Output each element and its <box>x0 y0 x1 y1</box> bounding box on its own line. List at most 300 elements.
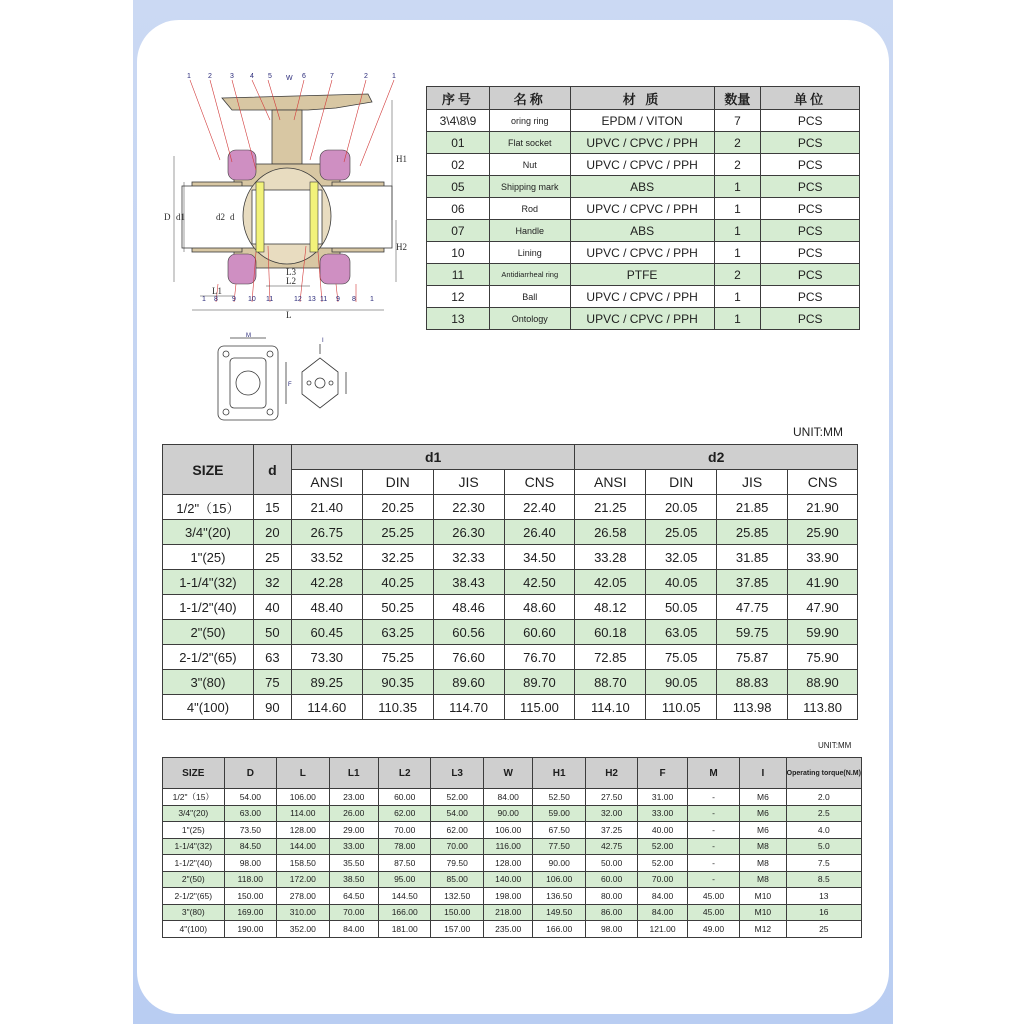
size-cell: 3/4"(20) <box>163 805 225 822</box>
size-cell: 1-1/4"(32) <box>163 838 225 855</box>
value-cell: 70.00 <box>329 904 378 921</box>
value-cell: 85.00 <box>431 871 483 888</box>
value-cell: 76.70 <box>504 645 575 670</box>
value-cell: 48.40 <box>291 595 362 620</box>
value-cell: 84.50 <box>224 838 276 855</box>
value-cell: 47.90 <box>788 595 858 620</box>
table-row <box>163 904 862 921</box>
value-cell: 60.00 <box>585 871 637 888</box>
value-cell: 38.50 <box>329 871 378 888</box>
dim-label-H1: H1 <box>396 154 407 164</box>
size-cell: 1-1/2"(40) <box>163 595 254 620</box>
value-cell: M10 <box>740 904 786 921</box>
dims-header-cell: L1 <box>329 758 378 789</box>
value-cell: 169.00 <box>224 904 276 921</box>
page-background-left <box>0 0 133 1024</box>
part-qty: 2 <box>714 264 761 286</box>
value-cell: 60.56 <box>433 620 504 645</box>
value-cell: 37.25 <box>585 822 637 839</box>
value-cell: 50.25 <box>362 595 433 620</box>
value-cell: 35.50 <box>329 855 378 872</box>
part-no: 05 <box>427 176 490 198</box>
value-cell: 79.50 <box>431 855 483 872</box>
part-unit: PCS <box>761 110 860 132</box>
value-cell: 50.05 <box>646 595 717 620</box>
size-cell: 1"(25) <box>163 545 254 570</box>
callout-top-8: 2 <box>364 73 368 80</box>
part-no: 02 <box>427 154 490 176</box>
part-material: UPVC / CPVC / PPH <box>570 242 714 264</box>
table-row <box>163 570 858 595</box>
value-cell: 352.00 <box>277 921 329 938</box>
value-cell: 52.00 <box>431 789 483 806</box>
value-cell: 45.00 <box>687 888 739 905</box>
value-cell: - <box>687 871 739 888</box>
value-cell: 84.00 <box>638 888 688 905</box>
part-no: 10 <box>427 242 490 264</box>
value-cell: 2.5 <box>786 805 861 822</box>
size-cell: 3"(80) <box>163 904 225 921</box>
flange-label-M: M <box>246 333 251 339</box>
part-unit: PCS <box>761 308 860 330</box>
table-row <box>163 805 862 822</box>
value-cell: 21.85 <box>717 495 788 520</box>
part-material: ABS <box>570 176 714 198</box>
value-cell: 40.25 <box>362 570 433 595</box>
value-cell: 235.00 <box>483 921 533 938</box>
part-material: UPVC / CPVC / PPH <box>570 132 714 154</box>
dim-label-L2: L2 <box>286 276 296 286</box>
value-cell: 172.00 <box>277 871 329 888</box>
parts-header-name: 名称 <box>489 87 570 110</box>
value-cell: 25.85 <box>717 520 788 545</box>
value-cell: 116.00 <box>483 838 533 855</box>
dims-header-cell: SIZE <box>163 758 225 789</box>
dim-label-L1: L1 <box>212 286 222 296</box>
part-unit: PCS <box>761 286 860 308</box>
value-cell: 95.00 <box>378 871 430 888</box>
value-cell: 29.00 <box>329 822 378 839</box>
value-cell: 190.00 <box>224 921 276 938</box>
table-row <box>163 871 862 888</box>
value-cell: 52.00 <box>638 855 688 872</box>
dims-header-cell: Operating torque(N.M) <box>786 758 861 789</box>
value-cell: 88.83 <box>717 670 788 695</box>
value-cell: M6 <box>740 822 786 839</box>
value-cell: 42.75 <box>585 838 637 855</box>
value-cell: 31.85 <box>717 545 788 570</box>
part-name: Shipping mark <box>489 176 570 198</box>
value-cell: 218.00 <box>483 904 533 921</box>
part-name: Antidiarrheal ring <box>489 264 570 286</box>
value-cell: 113.98 <box>717 695 788 720</box>
callout-bottom-l4: 10 <box>248 296 256 303</box>
dims-header-cell: D <box>224 758 276 789</box>
value-cell: 47.75 <box>717 595 788 620</box>
table-row <box>163 595 858 620</box>
d-table-header-d: d <box>253 445 291 495</box>
value-cell: 113.80 <box>788 695 858 720</box>
part-no: 06 <box>427 198 490 220</box>
flange-views-diagram <box>210 332 360 427</box>
flange-label-F: F <box>288 382 292 388</box>
part-qty: 1 <box>714 198 761 220</box>
value-cell: 21.25 <box>575 495 646 520</box>
dims-header-cell: L <box>277 758 329 789</box>
value-cell: 80.00 <box>585 888 637 905</box>
value-cell: 75.87 <box>717 645 788 670</box>
table-row <box>163 789 862 806</box>
value-cell: 121.00 <box>638 921 688 938</box>
value-cell: 72.85 <box>575 645 646 670</box>
parts-header-no: 序号 <box>427 87 490 110</box>
size-cell: 3"(80) <box>163 670 254 695</box>
dims-header-cell: W <box>483 758 533 789</box>
dim-label-d: d <box>230 212 235 222</box>
value-cell: 114.60 <box>291 695 362 720</box>
d-table-subheader: CNS <box>788 470 858 495</box>
d-table-subheader: CNS <box>504 470 575 495</box>
value-cell: 25 <box>253 545 291 570</box>
value-cell: 88.90 <box>788 670 858 695</box>
value-cell: 22.30 <box>433 495 504 520</box>
part-name: oring ring <box>489 110 570 132</box>
value-cell: 26.40 <box>504 520 575 545</box>
dims-header-cell: I <box>740 758 786 789</box>
value-cell: 62.00 <box>431 822 483 839</box>
table-row <box>427 308 860 330</box>
part-name: Rod <box>489 198 570 220</box>
value-cell: 110.05 <box>646 695 717 720</box>
d-table-header-row-1 <box>163 445 858 470</box>
value-cell: 32.00 <box>585 805 637 822</box>
value-cell: 40.05 <box>646 570 717 595</box>
value-cell: 166.00 <box>533 921 585 938</box>
value-cell: 63.25 <box>362 620 433 645</box>
dim-label-D: D <box>164 212 171 222</box>
dims-header-cell: L2 <box>378 758 430 789</box>
part-material: PTFE <box>570 264 714 286</box>
value-cell: - <box>687 789 739 806</box>
value-cell: 25.90 <box>788 520 858 545</box>
callout-bottom-l1: 1 <box>202 296 206 303</box>
value-cell: 25 <box>786 921 861 938</box>
d-table-header-size: SIZE <box>163 445 254 495</box>
table-row <box>163 695 858 720</box>
value-cell: 115.00 <box>504 695 575 720</box>
value-cell: 41.90 <box>788 570 858 595</box>
value-cell: 87.50 <box>378 855 430 872</box>
size-cell: 2"(50) <box>163 871 225 888</box>
value-cell: 90 <box>253 695 291 720</box>
part-material: EPDM / VITON <box>570 110 714 132</box>
value-cell: 181.00 <box>378 921 430 938</box>
table-row <box>163 620 858 645</box>
callout-top-6: 6 <box>302 73 306 80</box>
value-cell: 149.50 <box>533 904 585 921</box>
table-row <box>163 838 862 855</box>
table-row <box>163 822 862 839</box>
value-cell: 67.50 <box>533 822 585 839</box>
value-cell: 59.90 <box>788 620 858 645</box>
value-cell: 38.43 <box>433 570 504 595</box>
callout-top-5: 5 <box>268 73 272 80</box>
d-table-body <box>163 495 858 720</box>
value-cell: 75 <box>253 670 291 695</box>
value-cell: 25.05 <box>646 520 717 545</box>
value-cell: 33.90 <box>788 545 858 570</box>
overall-dimensions-table <box>162 757 862 938</box>
part-name: Ball <box>489 286 570 308</box>
value-cell: 132.50 <box>431 888 483 905</box>
part-qty: 2 <box>714 154 761 176</box>
value-cell: 86.00 <box>585 904 637 921</box>
size-cell: 1/2"（15） <box>163 495 254 520</box>
value-cell: 60.18 <box>575 620 646 645</box>
value-cell: 114.70 <box>433 695 504 720</box>
value-cell: 198.00 <box>483 888 533 905</box>
dims-header-cell: L3 <box>431 758 483 789</box>
parts-header-material: 材 质 <box>570 87 714 110</box>
value-cell: 48.60 <box>504 595 575 620</box>
d-table-subheader: ANSI <box>291 470 362 495</box>
value-cell: M12 <box>740 921 786 938</box>
flange-label-I: I <box>322 338 324 344</box>
value-cell: 75.25 <box>362 645 433 670</box>
value-cell: - <box>687 822 739 839</box>
callout-bottom-l5: 11 <box>266 296 274 303</box>
value-cell: M6 <box>740 805 786 822</box>
value-cell: 42.50 <box>504 570 575 595</box>
part-unit: PCS <box>761 154 860 176</box>
table-row <box>427 110 860 132</box>
value-cell: 48.46 <box>433 595 504 620</box>
table-row <box>163 645 858 670</box>
value-cell: 73.50 <box>224 822 276 839</box>
dims-header-cell: H1 <box>533 758 585 789</box>
table-row <box>427 264 860 286</box>
value-cell: 22.40 <box>504 495 575 520</box>
d-table-subheader: JIS <box>433 470 504 495</box>
part-qty: 7 <box>714 110 761 132</box>
value-cell: 106.00 <box>277 789 329 806</box>
callout-bottom-r5: 8 <box>352 296 356 303</box>
callout-bottom-r6: 1 <box>370 296 374 303</box>
callout-bottom-r4: 9 <box>336 296 340 303</box>
value-cell: 7.5 <box>786 855 861 872</box>
size-cell: 2-1/2"(65) <box>163 888 225 905</box>
value-cell: 13 <box>786 888 861 905</box>
parts-header-qty: 数量 <box>714 87 761 110</box>
unit-label-mm-2: UNIT:MM <box>818 741 852 750</box>
value-cell: 15 <box>253 495 291 520</box>
part-name: Flat socket <box>489 132 570 154</box>
size-cell: 1-1/4"(32) <box>163 570 254 595</box>
table-row <box>427 220 860 242</box>
d-table-subheader: DIN <box>646 470 717 495</box>
size-cell: 1"(25) <box>163 822 225 839</box>
table-row <box>163 545 858 570</box>
value-cell: 34.50 <box>504 545 575 570</box>
value-cell: 49.00 <box>687 921 739 938</box>
value-cell: 110.35 <box>362 695 433 720</box>
part-material: UPVC / CPVC / PPH <box>570 308 714 330</box>
parts-header-row <box>427 87 860 110</box>
value-cell: 63.05 <box>646 620 717 645</box>
d1-d2-dimensions-table <box>162 444 858 720</box>
value-cell: 89.70 <box>504 670 575 695</box>
size-cell: 3/4"(20) <box>163 520 254 545</box>
table-row <box>163 855 862 872</box>
callout-top-3: 3 <box>230 73 234 80</box>
value-cell: 31.00 <box>638 789 688 806</box>
value-cell: M6 <box>740 789 786 806</box>
value-cell: 33.00 <box>329 838 378 855</box>
d-table-subheader: ANSI <box>575 470 646 495</box>
value-cell: 54.00 <box>431 805 483 822</box>
callout-top-w: W <box>286 75 293 82</box>
dims-table-body <box>163 789 862 938</box>
value-cell: 144.00 <box>277 838 329 855</box>
value-cell: 84.00 <box>638 904 688 921</box>
value-cell: 78.00 <box>378 838 430 855</box>
value-cell: 33.52 <box>291 545 362 570</box>
part-unit: PCS <box>761 198 860 220</box>
value-cell: 62.00 <box>378 805 430 822</box>
part-name: Ontology <box>489 308 570 330</box>
part-unit: PCS <box>761 176 860 198</box>
value-cell: 48.12 <box>575 595 646 620</box>
dims-header-row <box>163 758 862 789</box>
value-cell: 60.60 <box>504 620 575 645</box>
value-cell: 59.75 <box>717 620 788 645</box>
value-cell: M8 <box>740 855 786 872</box>
value-cell: 33.00 <box>638 805 688 822</box>
value-cell: 75.90 <box>788 645 858 670</box>
value-cell: 76.60 <box>433 645 504 670</box>
value-cell: 144.50 <box>378 888 430 905</box>
table-row <box>427 132 860 154</box>
part-no: 11 <box>427 264 490 286</box>
d-table-header-d1: d1 <box>291 445 575 470</box>
part-unit: PCS <box>761 220 860 242</box>
value-cell: 70.00 <box>431 838 483 855</box>
table-row <box>427 286 860 308</box>
part-unit: PCS <box>761 264 860 286</box>
value-cell: 45.00 <box>687 904 739 921</box>
callout-bottom-r2: 13 <box>308 296 316 303</box>
dim-label-H2: H2 <box>396 242 407 252</box>
value-cell: 64.50 <box>329 888 378 905</box>
callout-top-7: 7 <box>330 73 334 80</box>
dim-label-L3: L3 <box>286 267 296 277</box>
table-row <box>427 198 860 220</box>
value-cell: 40 <box>253 595 291 620</box>
callout-bottom-l3: 9 <box>232 296 236 303</box>
value-cell: 73.30 <box>291 645 362 670</box>
part-qty: 1 <box>714 242 761 264</box>
part-no: 07 <box>427 220 490 242</box>
value-cell: 16 <box>786 904 861 921</box>
value-cell: 98.00 <box>585 921 637 938</box>
part-no: 12 <box>427 286 490 308</box>
table-row <box>163 670 858 695</box>
part-material: UPVC / CPVC / PPH <box>570 198 714 220</box>
part-material: UPVC / CPVC / PPH <box>570 154 714 176</box>
value-cell: 75.05 <box>646 645 717 670</box>
part-name: Handle <box>489 220 570 242</box>
size-cell: 2"(50) <box>163 620 254 645</box>
value-cell: 70.00 <box>378 822 430 839</box>
part-unit: PCS <box>761 132 860 154</box>
value-cell: 90.00 <box>533 855 585 872</box>
part-material: UPVC / CPVC / PPH <box>570 286 714 308</box>
part-qty: 1 <box>714 176 761 198</box>
table-row <box>163 520 858 545</box>
value-cell: 70.00 <box>638 871 688 888</box>
table-row <box>163 921 862 938</box>
value-cell: 89.25 <box>291 670 362 695</box>
value-cell: 54.00 <box>224 789 276 806</box>
value-cell: 4.0 <box>786 822 861 839</box>
callout-top-1: 1 <box>187 73 191 80</box>
table-row <box>163 495 858 520</box>
value-cell: - <box>687 805 739 822</box>
size-cell: 2-1/2"(65) <box>163 645 254 670</box>
value-cell: 158.50 <box>277 855 329 872</box>
value-cell: 106.00 <box>533 871 585 888</box>
value-cell: 26.30 <box>433 520 504 545</box>
value-cell: 84.00 <box>329 921 378 938</box>
part-qty: 1 <box>714 220 761 242</box>
dims-header-cell: M <box>687 758 739 789</box>
value-cell: 27.50 <box>585 789 637 806</box>
value-cell: 98.00 <box>224 855 276 872</box>
value-cell: 128.00 <box>483 855 533 872</box>
d-table-subheader: JIS <box>717 470 788 495</box>
value-cell: 310.00 <box>277 904 329 921</box>
value-cell: 2.0 <box>786 789 861 806</box>
value-cell: 59.00 <box>533 805 585 822</box>
value-cell: 52.00 <box>638 838 688 855</box>
parts-header-unit: 单位 <box>761 87 860 110</box>
part-qty: 1 <box>714 308 761 330</box>
value-cell: 40.00 <box>638 822 688 839</box>
value-cell: 21.40 <box>291 495 362 520</box>
callout-bottom-r1: 12 <box>294 296 302 303</box>
value-cell: M8 <box>740 838 786 855</box>
value-cell: 84.00 <box>483 789 533 806</box>
value-cell: 118.00 <box>224 871 276 888</box>
value-cell: 90.05 <box>646 670 717 695</box>
part-material: ABS <box>570 220 714 242</box>
value-cell: 106.00 <box>483 822 533 839</box>
dims-header-cell: F <box>638 758 688 789</box>
size-cell: 4"(100) <box>163 695 254 720</box>
dims-header-cell: H2 <box>585 758 637 789</box>
part-no: 01 <box>427 132 490 154</box>
value-cell: 5.0 <box>786 838 861 855</box>
value-cell: 37.85 <box>717 570 788 595</box>
unit-label-mm-1: UNIT:MM <box>793 425 843 439</box>
value-cell: 20.05 <box>646 495 717 520</box>
value-cell: 128.00 <box>277 822 329 839</box>
table-row <box>427 154 860 176</box>
value-cell: 89.60 <box>433 670 504 695</box>
dim-label-d2: d2 <box>216 212 225 222</box>
valve-section-diagram <box>160 70 405 320</box>
value-cell: 50.00 <box>585 855 637 872</box>
